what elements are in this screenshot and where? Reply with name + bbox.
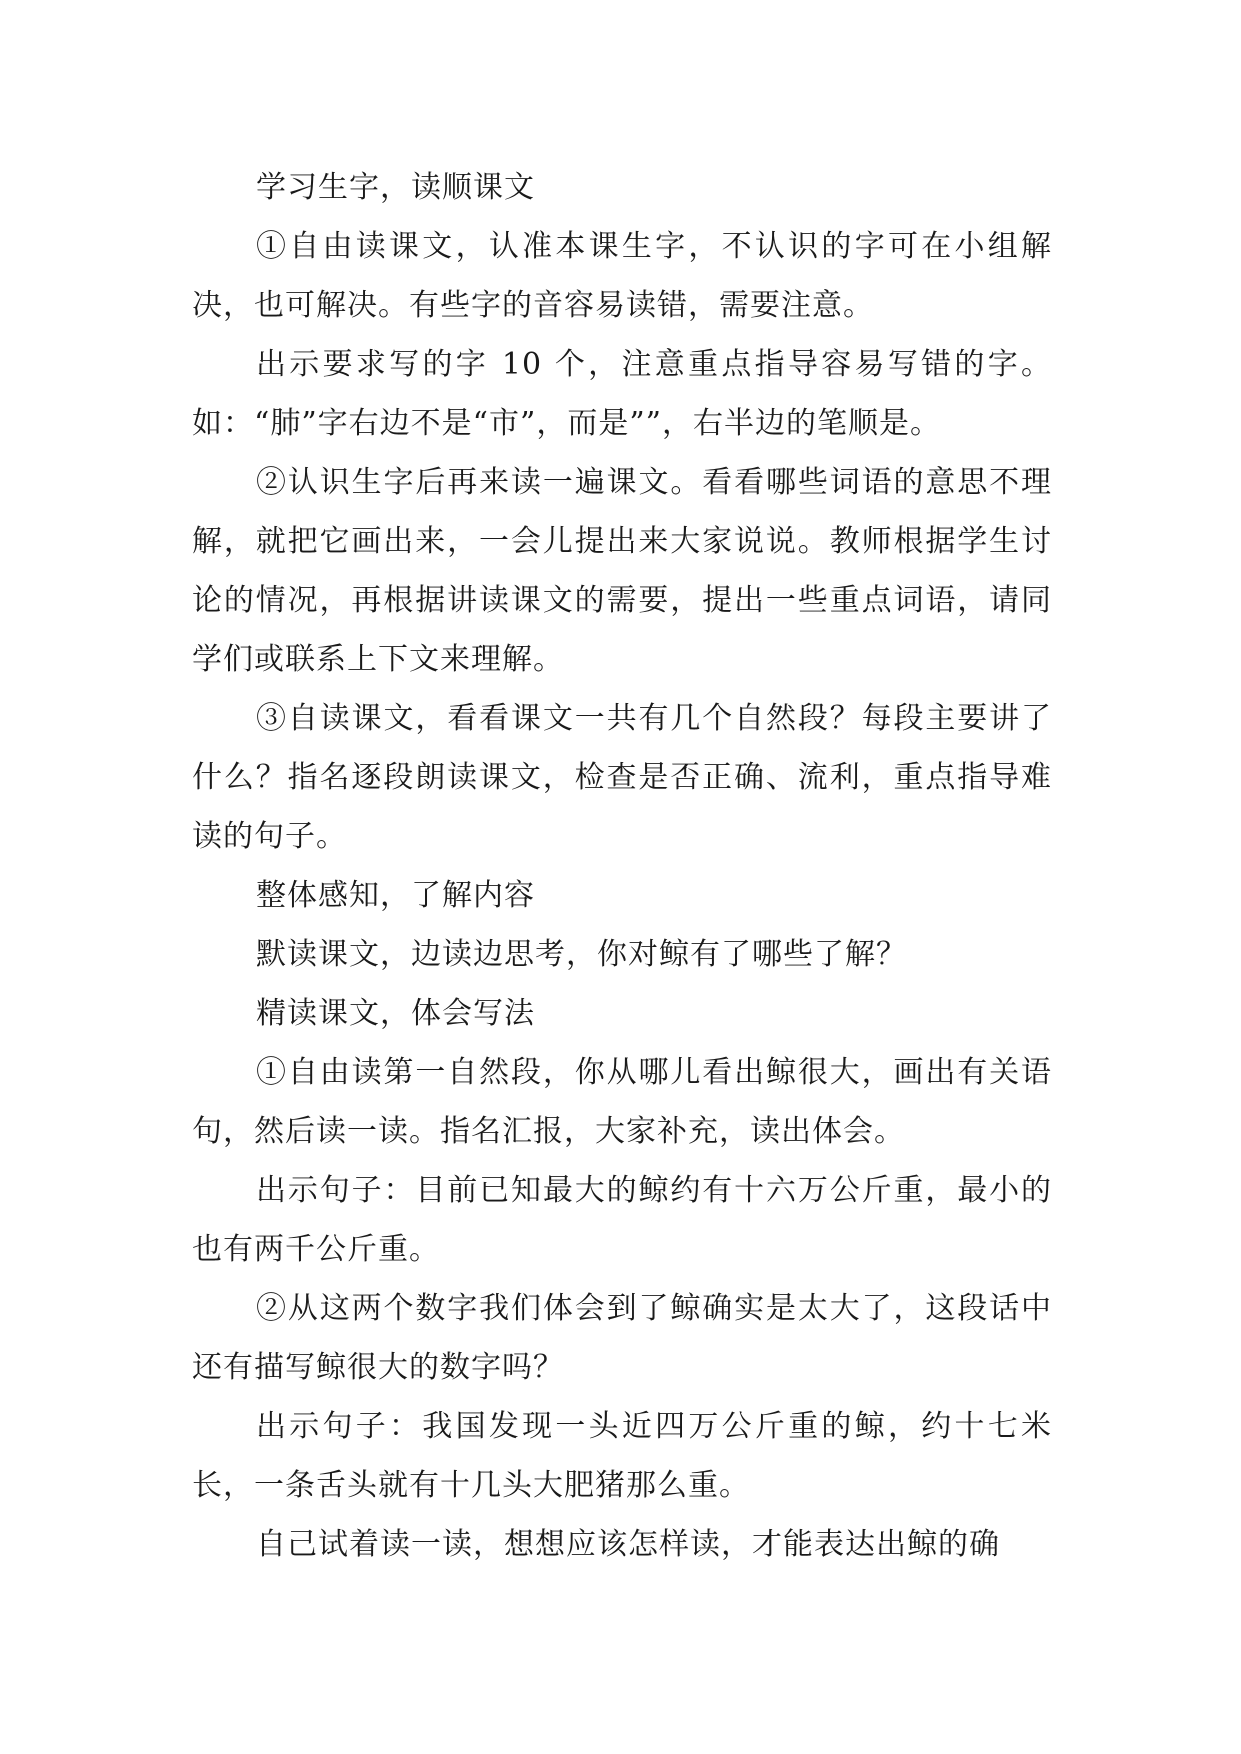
paragraph: 默读课文，边读边思考，你对鲸有了哪些了解？ <box>256 937 907 972</box>
section-heading: 整体感知，了解内容 <box>256 878 535 913</box>
paragraph: ①自由读第一自然段，你从哪儿看出鲸很大，画出有关语句，然后读一读。指名汇报，大家补充，读出体会。 <box>192 1055 1052 1149</box>
section-heading: 精读课文，体会写法 <box>256 996 535 1031</box>
paragraph: 出示要求写的字 10 个，注意重点指导容易写错的字。如：“肺”字右边不是“市”，而是””，右半边的笔顺是。 <box>192 347 1052 441</box>
paragraph: ①自由读课文，认准本课生字，不认识的字可在小组解决，也可解决。有些字的音容易读错，需要注意。 <box>192 229 1052 323</box>
paragraph: 出示句子：目前已知最大的鲸约有十六万公斤重，最小的也有两千公斤重。 <box>192 1173 1052 1267</box>
paragraph: ②从这两个数字我们体会到了鲸确实是太大了，这段话中还有描写鲸很大的数字吗？ <box>192 1291 1052 1385</box>
paragraph: ③自读课文，看看课文一共有几个自然段？每段主要讲了什么？指名逐段朗读课文，检查是否正确、流利，重点指导难读的句子。 <box>192 701 1052 854</box>
paragraph: ②认识生字后再来读一遍课文。看看哪些词语的意思不理解，就把它画出来，一会儿提出来大家说说。教师根据学生讨论的情况，再根据讲读课文的需要，提出一些重点词语，请同学们或联系上下文来理解。 <box>192 465 1052 677</box>
document-body <box>192 158 1052 1574</box>
paragraph: 出示句子：我国发现一头近四万公斤重的鲸，约十七米长，一条舌头就有十几头大肥猪那么重。 <box>192 1409 1052 1503</box>
paragraph: 自己试着读一读，想想应该怎样读，才能表达出鲸的确 <box>256 1527 1000 1562</box>
section-heading: 学习生字，读顺课文 <box>256 170 535 205</box>
